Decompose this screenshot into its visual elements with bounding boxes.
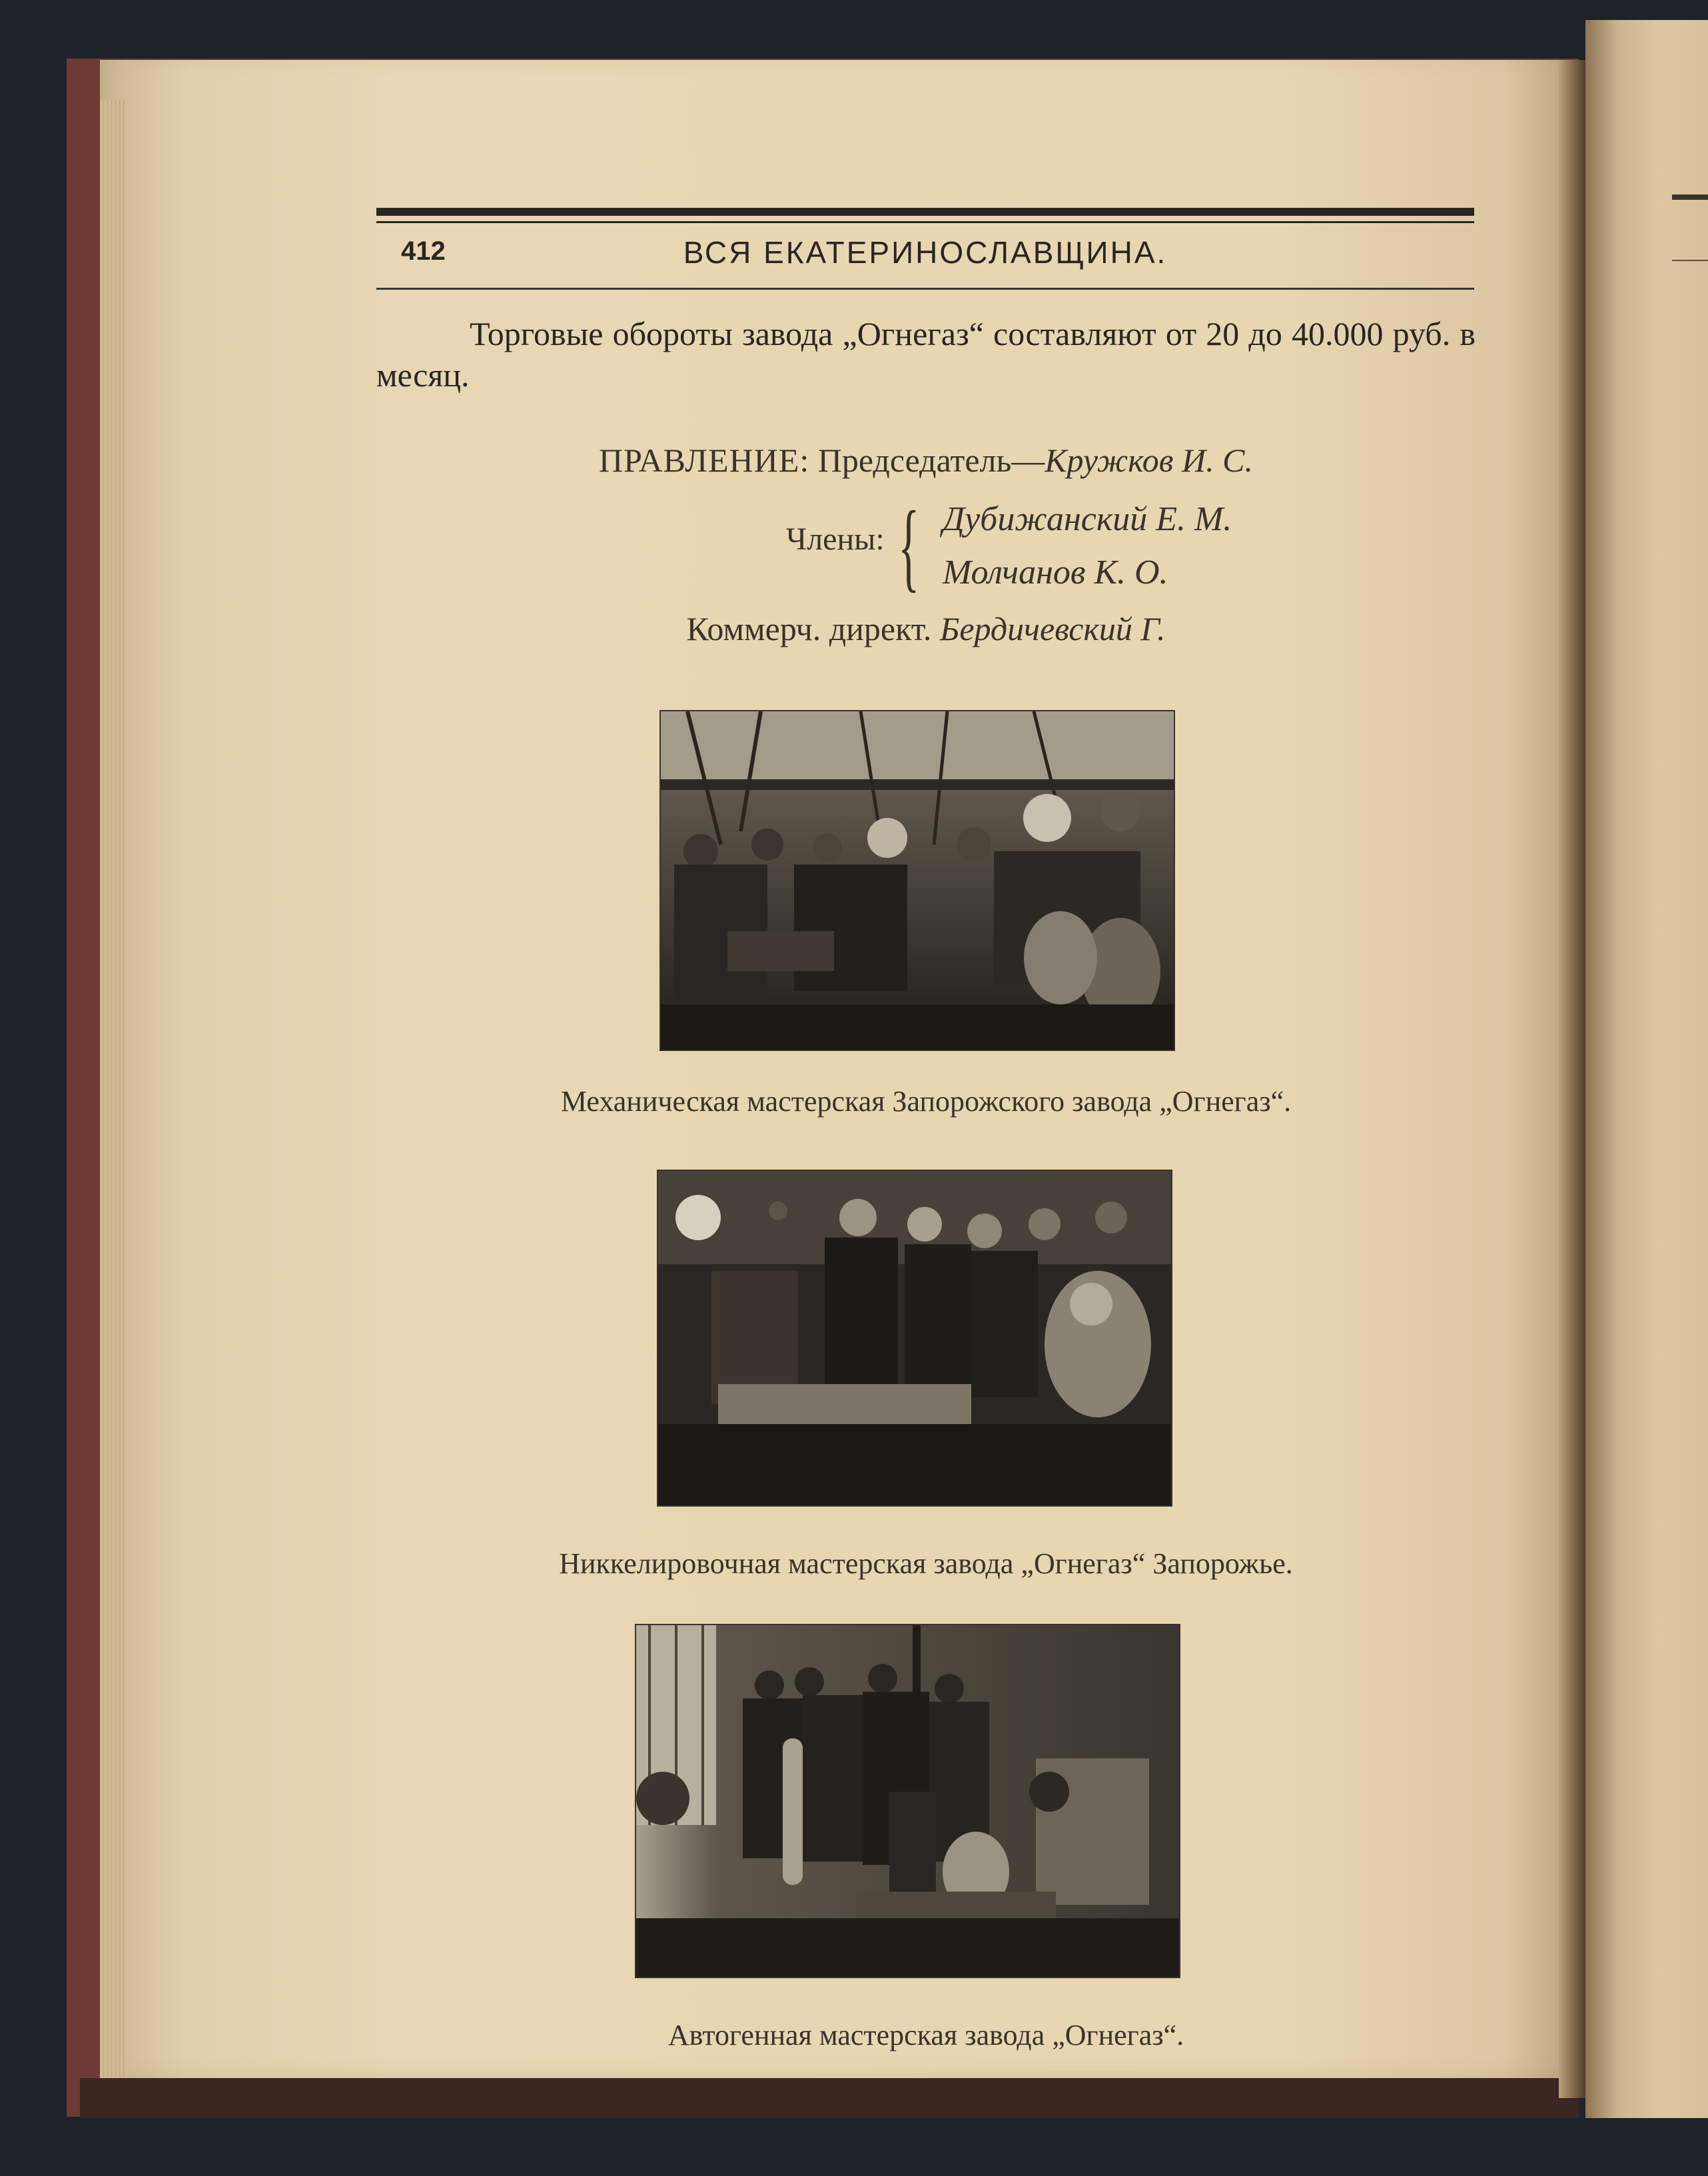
photo-mechanical-workshop	[661, 711, 1174, 1050]
board-chairman-line	[376, 441, 1476, 480]
photo-nickel-plating-workshop-image	[658, 1171, 1171, 1505]
intro-text: Торговые обороты завода „Огнегаз“ составляют от 20 до 40.000 руб. в месяц.	[376, 315, 1476, 394]
intro-paragraph	[376, 313, 1476, 396]
director-name: Бердичевский Г.	[939, 610, 1166, 647]
facing-page-rule	[1672, 194, 1708, 200]
photo-mechanical-workshop-image	[661, 711, 1174, 1050]
page-stack-edge	[100, 100, 127, 2085]
board-heading: ПРАВЛЕНИЕ:	[599, 442, 810, 479]
photo-nickel-plating-workshop	[658, 1171, 1171, 1505]
director-label: Коммерч. директ.	[686, 610, 932, 647]
members-brace: {	[898, 491, 920, 601]
caption-photo-2: Никкелировочная мастерская завода „Огнегаз“ Запорожье.	[559, 1547, 1293, 1580]
page-number: 412	[401, 236, 446, 266]
chairman-name: Кружков И. С.	[1045, 442, 1253, 479]
caption-photo-1: Механическая мастерская Запорожского завода „Огнегаз“.	[560, 1085, 1292, 1118]
member-1: Дубижанский Е. М.	[943, 500, 1232, 538]
photo-welding-workshop-image	[636, 1625, 1179, 1977]
running-title: ВСЯ ЕКАТЕРИНОСЛАВЩИНА.	[683, 235, 1168, 270]
member-2: Молчанов К. О.	[943, 553, 1168, 591]
book-gutter	[1559, 60, 1585, 2098]
header-rule-bottom	[376, 288, 1474, 290]
members-label: Члены:	[786, 522, 885, 557]
header-rule-thick	[376, 208, 1474, 216]
chairman-label: Председатель—	[817, 442, 1045, 479]
photo-welding-workshop	[636, 1625, 1179, 1977]
facing-page	[1585, 20, 1708, 2118]
caption-photo-3: Автогенная мастерская завода „Огнегаз“.	[667, 2019, 1184, 2051]
board-director-line	[376, 609, 1476, 648]
book-cover-bottom	[80, 2078, 1579, 2118]
facing-page-rule-thin	[1672, 260, 1708, 261]
header-rule-thin	[376, 221, 1474, 223]
